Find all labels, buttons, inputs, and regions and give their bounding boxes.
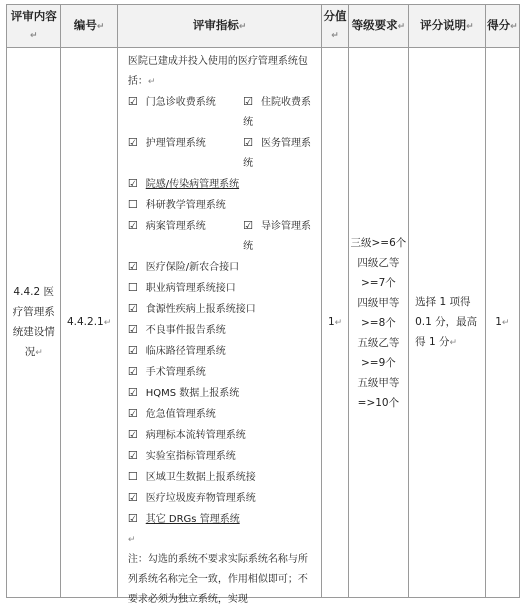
header-row: [7, 5, 520, 48]
header-grade: 等级要求↵: [348, 5, 408, 48]
list-item: ☐ 职业病管理系统接口: [127, 281, 236, 294]
list-item: ☑ 不良事件报告系统: [127, 323, 226, 336]
list-item: ☑ 手术管理系统: [127, 365, 206, 378]
grade-line: 五级甲等=>10个: [357, 376, 400, 409]
indicator-intro: 医院已建成并投入使用的医疗管理系统包括：↵: [127, 56, 308, 87]
grade-cell: [348, 48, 408, 598]
header-category: 评审内容↵: [7, 5, 61, 48]
list-item: ☑ 实验室指标管理系统: [127, 449, 236, 462]
list-item: ☑ 临床路径管理系统: [127, 344, 226, 357]
score-cell: 1↵: [322, 48, 348, 598]
header-description: 评分说明↵: [409, 5, 486, 48]
header-got: 得分↵: [485, 5, 519, 48]
list-item: ☑ 危急值管理系统: [127, 407, 216, 420]
description-cell: 选择 1 项得 0.1 分，最高得 1 分↵: [409, 48, 486, 598]
evaluation-table: [6, 4, 520, 605]
list-item: ☑ 护理管理系统: [127, 136, 206, 149]
list-item: ☑ 病案管理系统: [127, 219, 206, 232]
list-item: ☑ 门急诊收费系统: [127, 95, 216, 108]
header-score: 分值↵: [322, 5, 348, 48]
category-cell: 4.4.2 医疗管理系统建设情况↵: [7, 48, 61, 598]
list-item: ☑ 住院收费系统: [243, 95, 311, 128]
list-item: ☑ 病理标本流转管理系统: [127, 428, 246, 441]
list-item: ☑ 院感/传染病管理系统: [127, 177, 240, 190]
table-row: [7, 48, 520, 598]
indicator-cell: [117, 48, 322, 605]
list-item: ☐ 科研教学管理系统: [127, 198, 226, 211]
list-item: ☑ 医疗垃圾废弃物管理系统: [127, 491, 256, 504]
grade-line: 三级>=6个: [350, 236, 407, 249]
list-item: ☑ 医疗保险/新农合接口: [127, 260, 240, 273]
list-item: ☑ 医务管理系统: [243, 136, 311, 169]
list-item: ☐ 区域卫生数据上报系统接: [127, 470, 256, 483]
list-item: ☑ 其它 DRGs 管理系统: [127, 512, 240, 525]
list-item: ☑ 导诊管理系统: [243, 219, 311, 252]
grade-line: 四级乙等>=7个: [357, 256, 400, 289]
header-indicator: 评审指标↵: [117, 5, 322, 48]
list-item: ☑ HQMS 数据上报系统: [127, 386, 240, 399]
list-item: ☑ 食源性疾病上报系统接口: [127, 302, 256, 315]
grade-line: 五级乙等>=9个: [357, 336, 400, 369]
grade-line: 四级甲等>=8个: [357, 296, 400, 329]
header-code: 编号↵: [61, 5, 117, 48]
got-cell: 1↵: [485, 48, 519, 598]
paragraph-mark: ↵: [127, 535, 136, 545]
indicator-note: 注：勾选的系统不要求实际系统名称与所列系统名称完全一致，作用相似即可；不要求必须为独立系统，实现: [127, 554, 308, 605]
code-cell: 4.4.2.1↵: [61, 48, 117, 598]
